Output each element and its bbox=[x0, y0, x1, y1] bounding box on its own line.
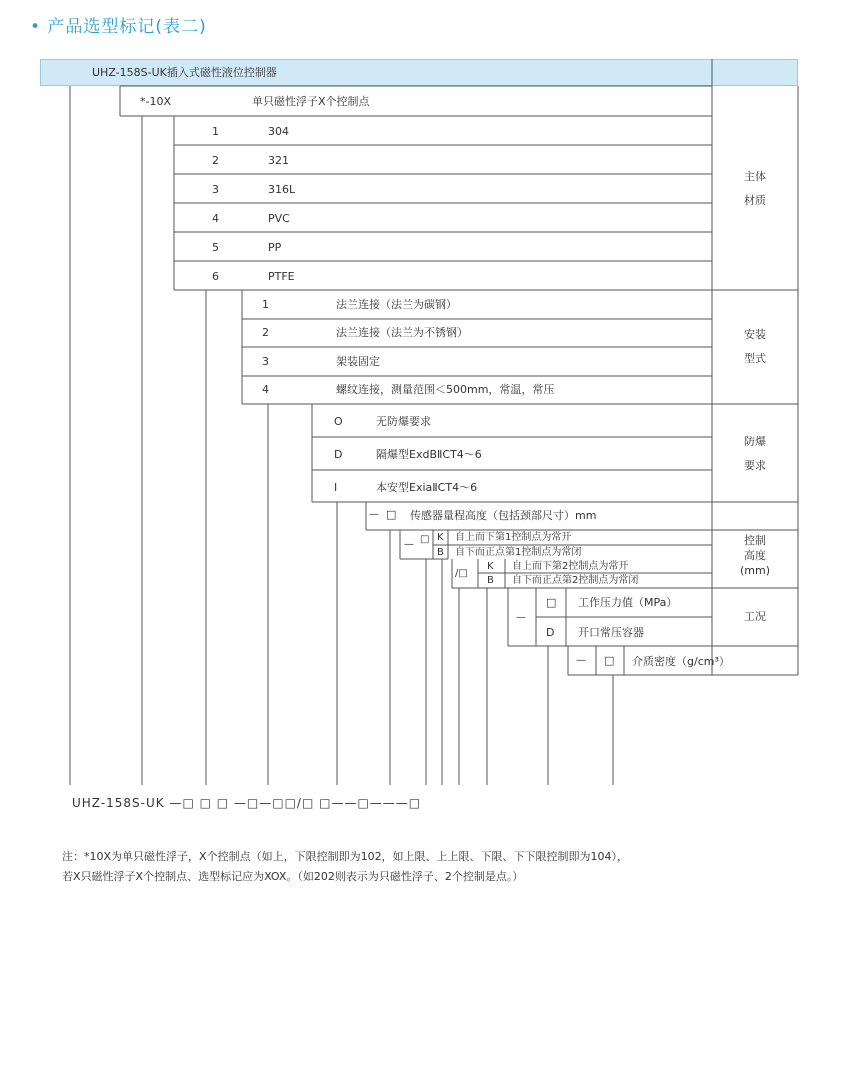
model-code-line: UHZ-158S-UK —□ □ □ —□—□□/□ □——□———□ bbox=[72, 796, 422, 810]
category-ctrl-3: (mm) bbox=[739, 564, 770, 577]
working-label: 工作压力值（MPa） bbox=[578, 596, 678, 609]
mounting-code: 3 bbox=[262, 355, 269, 368]
points-code: *-10X bbox=[140, 95, 172, 108]
sensor-dash: — bbox=[369, 509, 379, 520]
category-ctrl-2: 高度 bbox=[744, 549, 766, 562]
category-working: 工况 bbox=[744, 610, 766, 623]
ctrl2-b-code: B bbox=[487, 575, 494, 586]
ctrl2-prefix: /□ bbox=[455, 568, 468, 579]
explosion-code: O bbox=[334, 415, 343, 428]
material-label: 316L bbox=[268, 183, 296, 196]
page-title: • 产品选型标记(表二) bbox=[30, 17, 207, 37]
category-explosion-2: 要求 bbox=[744, 459, 766, 472]
explosion-label: 本安型ExiaⅡCT4～6 bbox=[376, 481, 478, 494]
working-code: D bbox=[546, 626, 555, 639]
model-name: UHZ-158S-UK插入式磁性液位控制器 bbox=[92, 66, 277, 79]
ctrl2-k-code: K bbox=[487, 561, 494, 572]
category-materials-1: 主体 bbox=[744, 170, 766, 183]
ctrl1-b-label: 自下而正点第1控制点为常闭 bbox=[455, 547, 582, 558]
points-desc: 单只磁性浮子X个控制点 bbox=[252, 95, 370, 108]
sensor-label: 传感器量程高度（包括颈部尺寸）mm bbox=[410, 509, 597, 522]
mounting-label: 螺纹连接，测量范围＜500mm，常温，常压 bbox=[336, 383, 555, 396]
material-code: 4 bbox=[212, 212, 219, 225]
ctrl1-k-label: 自上而下第1控制点为常开 bbox=[455, 532, 572, 543]
explosion-code: D bbox=[334, 448, 343, 461]
material-label: PTFE bbox=[268, 270, 295, 283]
mounting-code: 2 bbox=[262, 326, 269, 339]
explosion-code: I bbox=[334, 481, 338, 494]
explosion-label: 隔爆型ExdBⅡCT4～6 bbox=[376, 448, 482, 461]
explosion-label: 无防爆要求 bbox=[376, 415, 431, 428]
category-mounting-1: 安装 bbox=[744, 328, 766, 341]
material-code: 5 bbox=[212, 241, 219, 254]
ctrl1-dash: — bbox=[404, 539, 414, 550]
category-explosion-1: 防爆 bbox=[744, 435, 766, 448]
ctrl2-k-label: 自上而下第2控制点为常开 bbox=[512, 561, 629, 572]
ctrl2-b-label: 自下而正点第2控制点为常闭 bbox=[512, 575, 639, 586]
material-code: 6 bbox=[212, 270, 219, 283]
working-dash: — bbox=[516, 612, 526, 623]
category-ctrl-1: 控制 bbox=[744, 534, 766, 547]
material-label: 321 bbox=[268, 154, 289, 167]
ctrl1-b-code: B bbox=[437, 547, 444, 558]
material-label: PP bbox=[268, 241, 282, 254]
working-label: 开口常压容器 bbox=[578, 626, 644, 639]
mounting-label: 法兰连接（法兰为不锈钢） bbox=[336, 326, 468, 339]
material-code: 1 bbox=[212, 125, 219, 138]
mounting-label: 架装固定 bbox=[336, 355, 380, 368]
ctrl1-k-code: K bbox=[437, 532, 444, 543]
sensor-box: □ bbox=[386, 508, 397, 521]
density-dash: — bbox=[576, 655, 586, 666]
note-line-2: 若X只磁性浮子X个控制点、选型标记应为XOX。（如202则表示为只磁性浮子、2个控制是点。） bbox=[62, 870, 524, 883]
category-mounting-2: 型式 bbox=[744, 352, 766, 365]
material-code: 3 bbox=[212, 183, 219, 196]
density-label: 介质密度（g/cm³） bbox=[632, 655, 730, 668]
mounting-code: 1 bbox=[262, 298, 269, 311]
working-code: □ bbox=[546, 596, 557, 609]
material-label: 304 bbox=[268, 125, 289, 138]
mounting-label: 法兰连接（法兰为碳钢） bbox=[336, 298, 457, 311]
mounting-code: 4 bbox=[262, 383, 269, 396]
density-box: □ bbox=[604, 654, 615, 667]
ctrl1-box: □ bbox=[420, 534, 430, 545]
note-line-1: 注：*10X为单只磁性浮子，X个控制点（如上，下限控制即为102，如上限、上上限、下限、下下限控制即为104）， bbox=[62, 850, 629, 863]
category-materials-2: 材质 bbox=[744, 194, 766, 207]
material-label: PVC bbox=[268, 212, 290, 225]
material-code: 2 bbox=[212, 154, 219, 167]
